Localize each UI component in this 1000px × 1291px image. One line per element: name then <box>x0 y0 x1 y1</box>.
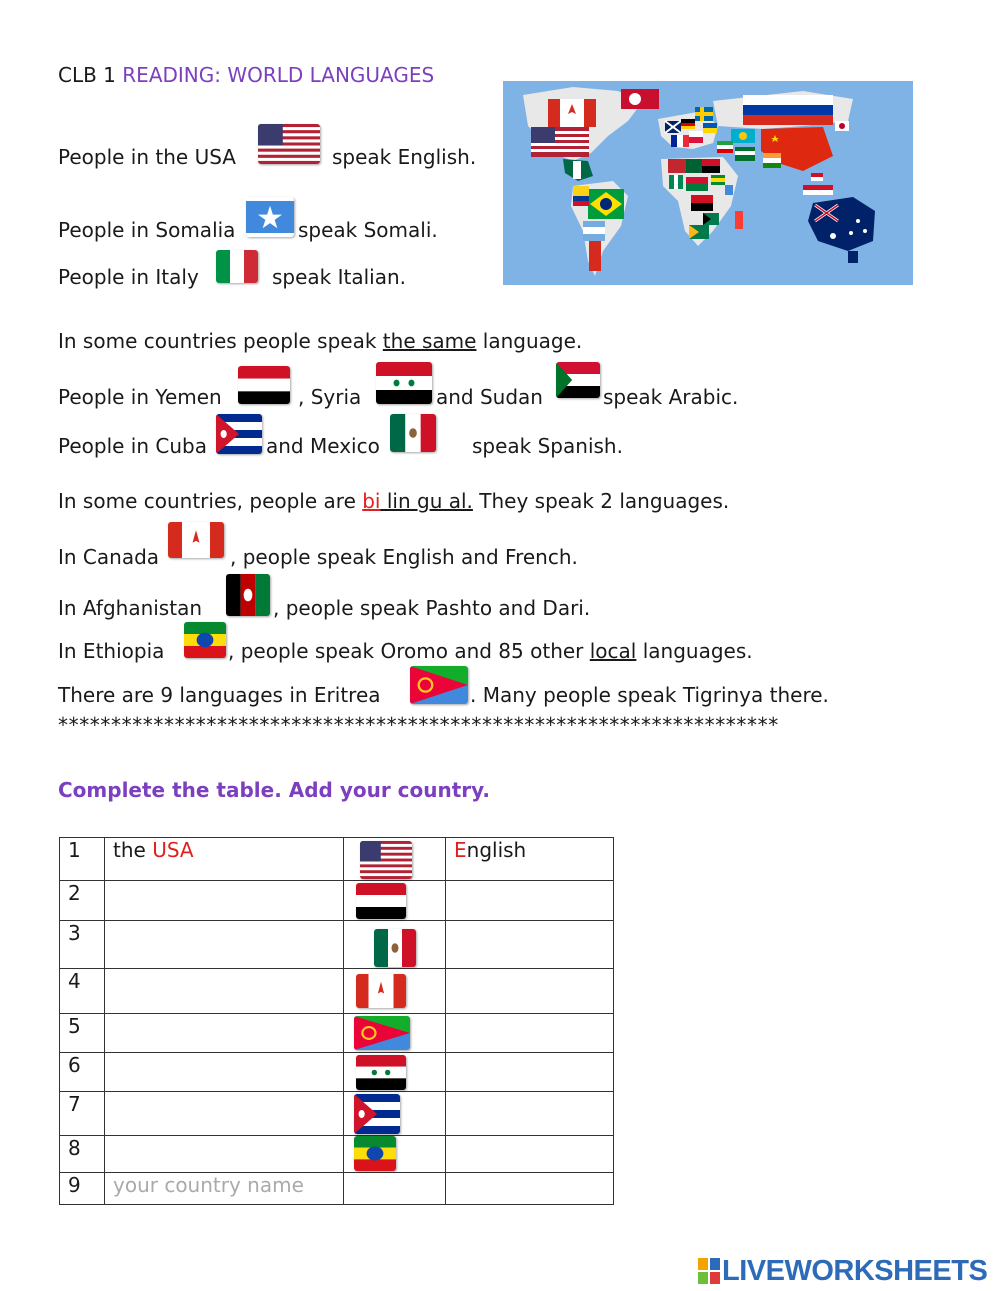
bi-underlined: lin gu al. <box>380 489 473 513</box>
sentence-somalia-start: People in Somalia <box>58 218 236 242</box>
table-row <box>60 1173 614 1205</box>
country-input[interactable] <box>105 1173 344 1205</box>
table-row <box>60 921 614 969</box>
mexico-flag-text <box>390 414 436 452</box>
world-flag-map <box>503 81 913 285</box>
afghanistan-flag <box>226 574 270 616</box>
flag-cell <box>344 838 446 881</box>
countries-table <box>59 837 614 1205</box>
country-input[interactable] <box>105 1136 344 1173</box>
yemen-flag <box>238 366 290 404</box>
language-input[interactable] <box>446 969 614 1014</box>
language-input[interactable] <box>446 1092 614 1136</box>
country-red: USA <box>152 838 194 862</box>
sentence-usa-start: People in the USA <box>58 145 236 169</box>
country-cell[interactable] <box>105 838 344 881</box>
eritrea-flag-table <box>354 1016 410 1050</box>
country-input[interactable] <box>105 921 344 969</box>
sentence-usa <box>58 145 236 169</box>
ethiopia-flag-text <box>184 622 226 658</box>
canada-flag-text <box>168 522 224 558</box>
eritrea-end: . Many people speak Tigrinya there. <box>470 683 829 707</box>
country-input[interactable] <box>105 1014 344 1053</box>
flag-cell <box>344 881 446 921</box>
eritrea-flag-text <box>410 666 468 704</box>
language-red: E <box>454 838 467 862</box>
sentence-italy-start: People in Italy <box>58 265 199 289</box>
table-row <box>60 838 614 881</box>
table-row <box>60 1092 614 1136</box>
arabic-sudan-text: and Sudan <box>436 385 543 409</box>
syria-flag-table <box>356 1055 406 1090</box>
arabic-yemen-text: People in Yemen <box>58 385 222 409</box>
language-input[interactable] <box>446 881 614 921</box>
liveworksheets-logo-icon <box>698 1258 720 1284</box>
eritrea-start: There are 9 languages in Eritrea <box>58 683 381 707</box>
sudan-flag <box>556 362 600 398</box>
country-input[interactable] <box>105 881 344 921</box>
ethiopia-end: languages. <box>636 639 753 663</box>
title-text: READING: WORLD LANGUAGES <box>122 63 435 87</box>
spanish-cuba-text: People in Cuba <box>58 434 207 458</box>
country-input[interactable] <box>105 969 344 1014</box>
language-input[interactable] <box>446 1136 614 1173</box>
spanish-end-text: speak Spanish. <box>472 434 623 458</box>
row-number: 7 <box>60 1092 105 1136</box>
row-number: 5 <box>60 1014 105 1053</box>
sentence-usa-end: speak English. <box>332 145 477 169</box>
sentence-bilingual <box>58 489 729 513</box>
country-prefix: the <box>113 838 153 862</box>
ethiopia-mid: , people speak Oromo and 85 other <box>228 639 590 663</box>
table-instruction: Complete the table. Add your country. <box>58 778 490 802</box>
usa-flag <box>258 124 320 164</box>
country-input[interactable] <box>105 1092 344 1136</box>
arabic-end-text: speak Arabic. <box>603 385 739 409</box>
same-underlined: the same <box>382 329 477 353</box>
country-placeholder: your country name <box>113 1173 304 1197</box>
table-row <box>60 969 614 1014</box>
same-end: language. <box>476 329 583 353</box>
sentence-somalia-end: speak Somali. <box>298 218 438 242</box>
country-input[interactable] <box>105 1053 344 1092</box>
canada-end: , people speak English and French. <box>230 545 578 569</box>
canada-start: In Canada <box>58 545 160 569</box>
row-number: 9 <box>60 1173 105 1205</box>
flag-cell <box>344 921 446 969</box>
flag-cell <box>344 1173 446 1205</box>
cuba-flag-table <box>354 1094 400 1134</box>
usa-flag-table <box>360 841 412 879</box>
flag-cell <box>344 1014 446 1053</box>
ethiopia-flag-table <box>354 1136 396 1171</box>
spanish-mexico-text: and Mexico <box>266 434 380 458</box>
italy-flag <box>216 250 258 283</box>
same-start: In some countries people speak <box>58 329 383 353</box>
row-number: 3 <box>60 921 105 969</box>
row-number: 8 <box>60 1136 105 1173</box>
somalia-flag <box>246 197 294 237</box>
syria-flag-text <box>376 362 432 404</box>
liveworksheets-logo[interactable]: LIVEWORKSHEETS <box>722 1255 988 1287</box>
ethiopia-sentence <box>228 639 753 663</box>
table-row <box>60 1136 614 1173</box>
sentence-italy-end: speak Italian. <box>272 265 407 289</box>
bi-end: They speak 2 languages. <box>472 489 730 513</box>
afghanistan-end: , people speak Pashto and Dari. <box>273 596 591 620</box>
table-row <box>60 1014 614 1053</box>
flag-cell <box>344 1053 446 1092</box>
row-number: 6 <box>60 1053 105 1092</box>
sentence-same-language <box>58 329 582 353</box>
language-input[interactable] <box>446 1053 614 1092</box>
flag-cell <box>344 1092 446 1136</box>
yemen-flag-table <box>356 883 406 919</box>
row-number: 1 <box>60 838 105 881</box>
row-number: 4 <box>60 969 105 1014</box>
canada-flag-table <box>356 974 406 1008</box>
ethiopia-underlined: local <box>589 639 637 663</box>
row-number: 2 <box>60 881 105 921</box>
mexico-flag-table <box>374 929 416 967</box>
language-input[interactable] <box>446 1173 614 1205</box>
flag-cell <box>344 1136 446 1173</box>
ethiopia-start: In Ethiopia <box>58 639 165 663</box>
language-input[interactable] <box>446 1014 614 1053</box>
bi-red: bi <box>362 489 381 513</box>
table-row <box>60 881 614 921</box>
cuba-flag-text <box>216 414 262 454</box>
afghanistan-start: In Afghanistan <box>58 596 202 620</box>
worksheet-title <box>58 63 434 87</box>
separator-stars: ******************************************************************** <box>58 713 779 737</box>
arabic-syria-text: , Syria <box>298 385 362 409</box>
language-rest: nglish <box>466 838 527 862</box>
table-row <box>60 1053 614 1092</box>
language-cell[interactable] <box>446 838 614 881</box>
bi-start: In some countries, people are <box>58 489 363 513</box>
language-input[interactable] <box>446 921 614 969</box>
title-prefix: CLB 1 <box>58 63 123 87</box>
flag-cell <box>344 969 446 1014</box>
